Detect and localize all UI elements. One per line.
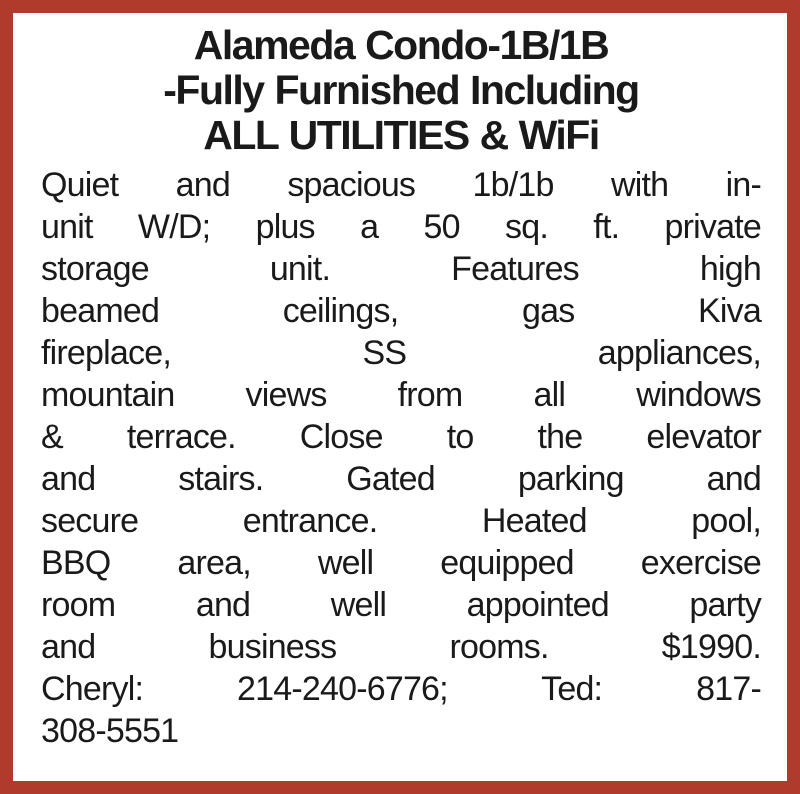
body-line-price: and business rooms. $1990.	[41, 628, 761, 666]
headline-line-1: Alameda Condo-1B/1B	[193, 22, 609, 68]
ad-headline	[41, 23, 761, 158]
headline-line-2: -Fully Furnished Including	[163, 67, 639, 113]
body-line-contacts-cont: 308-5551	[41, 712, 179, 750]
body-line: BBQ area, well equipped exercise	[41, 544, 761, 582]
body-line: and stairs. Gated parking and	[41, 460, 761, 498]
body-line: storage unit. Features high	[41, 250, 761, 288]
body-line: mountain views from all windows	[41, 376, 761, 414]
body-line: Quiet and spacious 1b/1b with in-	[41, 166, 761, 204]
body-line-contacts: Cheryl: 214-240-6776; Ted: 817-	[41, 670, 761, 708]
headline-line-3: ALL UTILITIES & WiFi	[203, 112, 599, 158]
ad-body	[41, 164, 761, 752]
body-line: secure entrance. Heated pool,	[41, 502, 761, 540]
body-line: unit W/D; plus a 50 sq. ft. private	[41, 208, 761, 246]
body-line: beamed ceilings, gas Kiva	[41, 292, 761, 330]
body-line: fireplace, SS appliances,	[41, 334, 761, 372]
body-line: room and well appointed party	[41, 586, 761, 624]
body-line: & terrace. Close to the elevator	[41, 418, 761, 456]
